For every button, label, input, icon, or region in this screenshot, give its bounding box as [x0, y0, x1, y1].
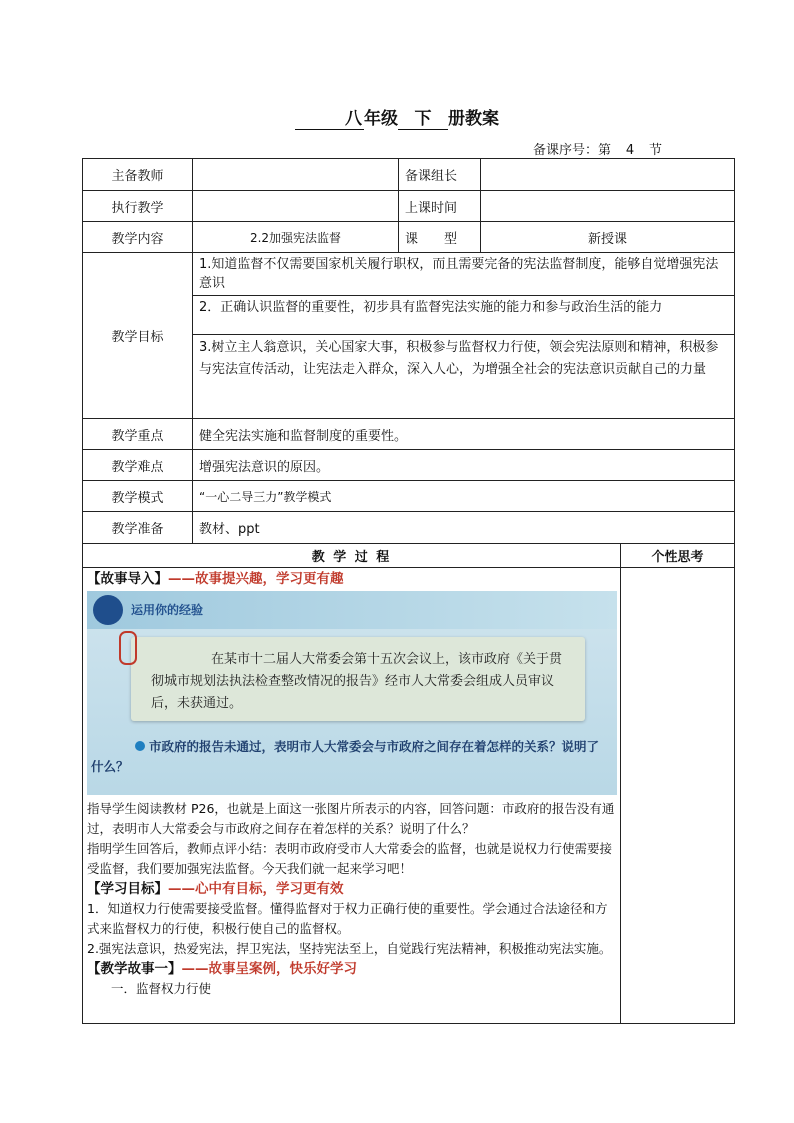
section-subtitle: ——心中有目标，学习更有效 — [168, 881, 344, 897]
prep-label: 教学准备 — [83, 512, 193, 544]
process-content — [83, 568, 621, 1024]
main-teacher-label: 主备教师 — [83, 159, 193, 191]
photo-question-text: 市政府的报告未通过，表明市人大常委会与市政府之间存在着怎样的关系？说明了什么？ — [91, 739, 600, 774]
section-story-intro — [87, 569, 616, 589]
section-learning-goals — [87, 879, 616, 899]
photo-banner-title: 运用你的经验 — [131, 603, 204, 617]
table-row — [83, 481, 735, 512]
goal-1: 1.知道监督不仅需要国家机关履行职权，而且需要完备的宪法监督制度，能够自觉增强宪法意识 — [193, 253, 735, 296]
prep-value: 教材、ppt — [193, 512, 735, 544]
photo-card — [131, 637, 585, 721]
paragraph: 1．知道权力行使需要接受监督。懂得监督对于权力正确行使的重要性。学会通过合法途径和方式来监督权力的行使，积极行使自己的监督权。 — [87, 901, 608, 936]
main-teacher-field[interactable] — [193, 159, 399, 191]
section-subtitle: ——故事提兴趣，学习更有趣 — [168, 571, 344, 587]
reflection-column[interactable] — [621, 568, 735, 1024]
goals-label: 教学目标 — [83, 253, 193, 419]
type-label: 课 型 — [399, 222, 481, 253]
group-leader-field[interactable] — [481, 159, 735, 191]
group-leader-label: 备课组长 — [399, 159, 481, 191]
difficulty-value: 增强宪法意识的原因。 — [193, 450, 735, 481]
section-subtitle: ——故事呈案例，快乐好学习 — [181, 961, 357, 977]
difficulty-label: 教学难点 — [83, 450, 193, 481]
type-value: 新授课 — [481, 222, 735, 253]
goal-3: 3.树立主人翁意识，关心国家大事，积极参与监督权力行使，领会宪法原则和精神，积极参与宪法宣传活动，让宪法走入群众，深入人心，为增强全社会的宪法意识贡献自己的力量 — [193, 335, 735, 419]
term-suffix: 册教案 — [448, 109, 499, 129]
key-value: 健全宪法实施和监督制度的重要性。 — [193, 419, 735, 450]
teaching-process-table — [82, 543, 735, 1024]
mode-value: “一心二导三力”教学模式 — [193, 481, 735, 512]
lesson-number-suffix: 节 — [649, 143, 663, 158]
exec-field[interactable] — [193, 191, 399, 222]
doc-title — [0, 104, 794, 130]
lesson-number-value: 4 — [611, 143, 649, 159]
section-tag: 【学习目标】 — [87, 881, 168, 897]
table-row — [83, 419, 735, 450]
table-row — [83, 159, 735, 191]
paragraph: 指明学生回答后，教师点评小结：表明市政府受市人大常委会的监督，也就是说权力行使需要接受监督，我们要加强宪法监督。今天我们就一起来学习吧！ — [87, 841, 613, 876]
content-label: 教学内容 — [83, 222, 193, 253]
grade-suffix: 年级 — [364, 109, 398, 129]
table-row — [83, 450, 735, 481]
table-row — [83, 568, 735, 1024]
key-label: 教学重点 — [83, 419, 193, 450]
lesson-number — [533, 139, 662, 159]
section-tag: 【教学故事一】 — [87, 961, 182, 977]
experience-logo-icon — [93, 595, 123, 625]
textbook-photo — [87, 591, 617, 795]
goal-2: 2．正确认识监督的重要性，初步具有监督宪法实施的能力和参与政治生活的能力 — [193, 296, 735, 335]
content-value: 2.2加强宪法监督 — [193, 222, 399, 253]
table-row — [83, 544, 735, 568]
table-row — [83, 512, 735, 544]
process-header: 教 学 过 程 — [83, 544, 621, 568]
table-row — [83, 222, 735, 253]
table-row — [83, 253, 735, 296]
paragraph: 指导学生阅读教材 P26，也就是上面这一张图片所表示的内容，回答问题：市政府的报告没有通过，表明市人大常委会与市政府之间存在着怎样的关系？说明了什么？ — [87, 801, 615, 836]
title-blank-lead — [295, 109, 343, 130]
lesson-info-table — [82, 158, 735, 544]
section-tag: 【故事导入】 — [87, 571, 168, 587]
paragraph: 2.强宪法意识，热爱宪法，捍卫宪法，坚持宪法至上，自觉践行宪法精神，积极推动宪法实施。 — [87, 941, 612, 956]
mode-label: 教学模式 — [83, 481, 193, 512]
lesson-number-label: 备课序号：第 — [533, 143, 612, 158]
class-time-field[interactable] — [481, 191, 735, 222]
section-teaching-story-1 — [87, 959, 616, 979]
term-value: 下 — [398, 104, 448, 130]
paperclip-icon — [119, 631, 137, 665]
paragraph: 一．监督权力行使 — [111, 981, 212, 996]
table-row — [83, 191, 735, 222]
bullet-icon — [135, 741, 145, 751]
photo-card-text: 在某市十二届人大常委会第十五次会议上，该市政府《关于贯彻城市规划法执法检查整改情况的报告》经市人大常委会组成人员审议后，未获通过。 — [151, 652, 563, 711]
reflection-header: 个性思考 — [621, 544, 735, 568]
grade-value: 八 — [343, 104, 364, 130]
exec-label: 执行教学 — [83, 191, 193, 222]
photo-question — [91, 737, 611, 777]
class-time-label: 上课时间 — [399, 191, 481, 222]
